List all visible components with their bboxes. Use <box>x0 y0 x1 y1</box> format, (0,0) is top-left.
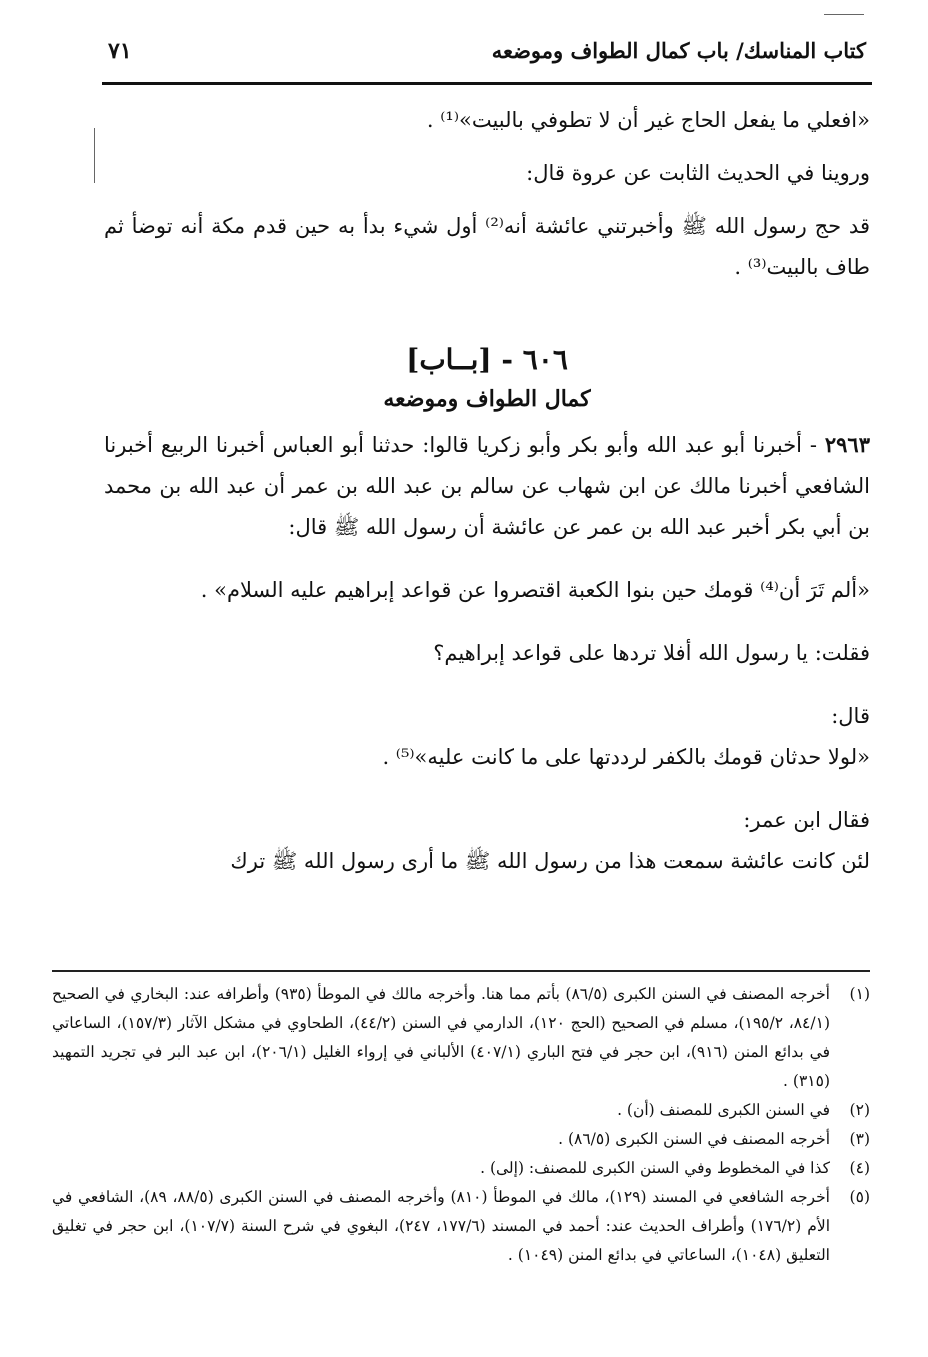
paragraph-aisha-quote: «افعلي ما يفعل الحاج غير أن لا تطوفي بالبيت»⁽¹⁾ . <box>426 108 870 132</box>
page-number: ٧١ <box>108 38 132 64</box>
footnote-text: أخرجه الشافعي في المسند (١٢٩)، مالك في الموطأ (٨١٠) وأخرجه المصنف في السنن الكبرى (٨٨/٥، ٨٩)، الشافعي في الأم (١٧٦/٢) وأطراف الحديث عند: أحمد في المسند (١٧٧/٦، ٢٤٧)، البغوي في شرح السنة (١٠٧/٧)، ابن حجر في تغليق التعليق (١٠٤٨)، الساعاتي في بدائع المنن (١٠٤٩) . <box>52 1188 831 1264</box>
footnote-text: أخرجه المصنف في السنن الكبرى (٨٦/٥) بأتم مما هنا. وأخرجه مالك في الموطأ (٩٣٥) وأطرافه عند: البخاري في الصحيح (٨٤/١، ١٩٥/٢)، مسلم في الصحيح (الحج ١٢٠)، الدارمي في السنن (٤٤/٢)، الطحاوي في مشكل الآثار (١٥٧/٣)، الساعاتي في بدائع المنن (٩١٦)، ابن حجر في فتح الباري (٤٠٧/١) الألباني في إرواء الغليل (٢٠٦/١)، ابن عبد البر في تجريد التمهيد (٣١٥) . <box>52 985 830 1090</box>
quote-ka-ba: «ألم تَرَ أن⁽⁴⁾ قومك حين بنوا الكعبة اقتصروا عن قواعد إبراهيم عليه السلام» . <box>200 578 870 602</box>
footnote-item <box>52 980 870 1096</box>
margin-mark-side <box>94 128 95 183</box>
quote-reply: «لولا حدثان قومك بالكفر لرددتها على ما كانت عليه»⁽⁵⁾ . <box>382 745 870 769</box>
main-text <box>104 100 870 882</box>
footnote-number: (٥) <box>849 1188 870 1206</box>
footnote-item <box>52 1154 870 1183</box>
running-title: كتاب المناسك/ باب كمال الطواف وموضعه <box>491 38 866 63</box>
ibn-umar-statement: لئن كانت عائشة سمعت هذا من رسول الله ﷺ ما أرى رسول الله ﷺ ترك <box>230 849 870 873</box>
footnote-number: (٢) <box>849 1101 870 1119</box>
question-line: فقلت: يا رسول الله أفلا تردها على قواعد إبراهيم؟ <box>433 641 870 665</box>
footnote-item <box>52 1183 870 1270</box>
footnote-number: (٣) <box>849 1130 870 1148</box>
hadith-text: - أخبرنا أبو عبد الله وأبو بكر وأبو زكريا قالوا: حدثنا أبو العباس أخبرنا الربيع أخبرنا الشافعي أخبرنا مالك عن ابن شهاب عن سالم بن عبد الله بن عمر أن عبد الله بن محمد بن أبي بكر أخبر عبد الله بن عمر عن عائشة أن رسول الله ﷺ قال: <box>104 433 870 539</box>
footnote-item <box>52 1125 870 1154</box>
ibn-umar-said: فقال ابن عمر: <box>743 808 870 832</box>
hadith-number: ٢٩٦٣ <box>824 432 870 457</box>
footnote-number: (١) <box>849 985 870 1003</box>
footnote-text: في السنن الكبرى للمصنف (أن) . <box>617 1101 830 1119</box>
page-header <box>108 38 866 78</box>
footnote-number: (٤) <box>849 1159 870 1177</box>
chapter-title: ٦٠٦ - [بــاب] <box>406 343 568 376</box>
said-line: قال: <box>831 704 870 728</box>
footnote-rule <box>52 970 870 972</box>
chapter-subtitle: كمال الطواف وموضعه <box>383 386 591 412</box>
header-rule <box>102 82 872 85</box>
footnote-text: كذا في المخطوط وفي السنن الكبرى للمصنف: (إلى) . <box>480 1159 830 1177</box>
paragraph-urwa-intro: وروينا في الحديث الثابت عن عروة قال: <box>526 161 870 185</box>
footnotes <box>52 980 870 1270</box>
footnote-item <box>52 1096 870 1125</box>
footnote-text: أخرجه المصنف في السنن الكبرى (٨٦/٥) . <box>558 1130 830 1148</box>
paragraph-urwa-report: قد حج رسول الله ﷺ وأخبرتني عائشة أنه⁽²⁾ أول شيء بدأ به حين قدم مكة أنه توضأ ثم طاف بالبيت⁽³⁾ . <box>104 214 870 279</box>
hadith-paragraph <box>104 424 870 548</box>
margin-mark-top <box>824 14 864 15</box>
